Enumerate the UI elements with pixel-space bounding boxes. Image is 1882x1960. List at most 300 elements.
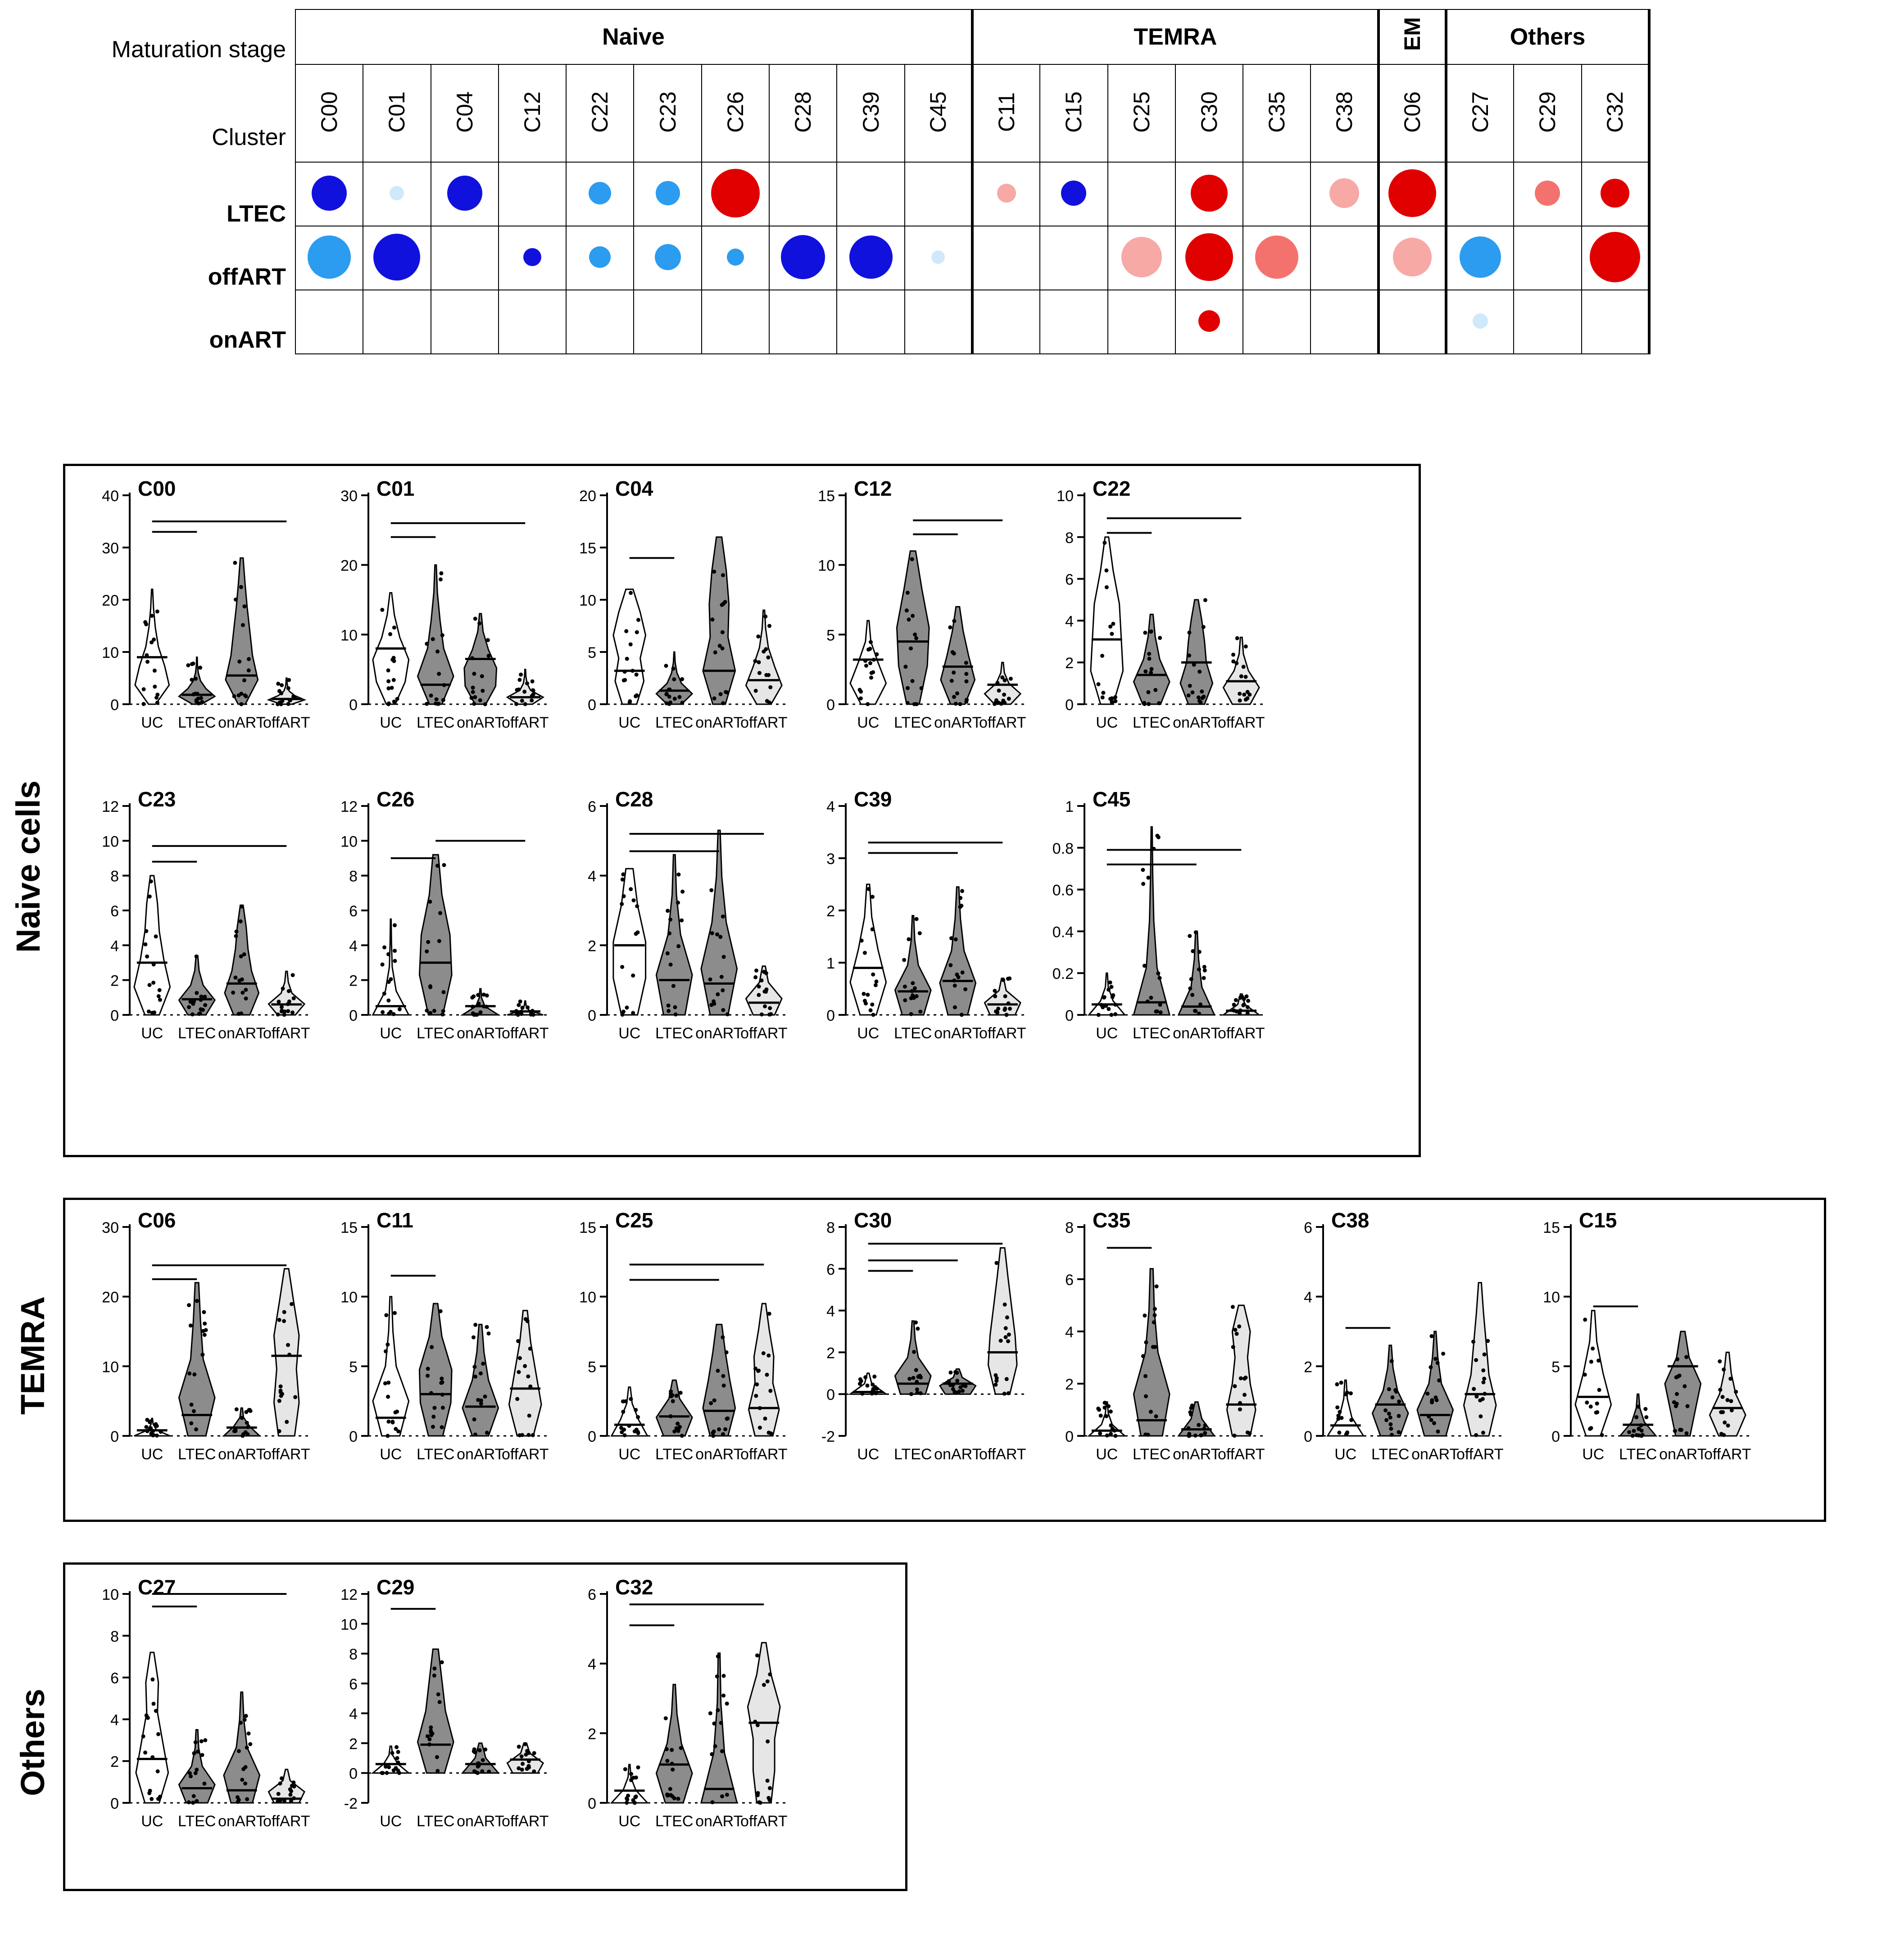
data-point — [200, 1353, 204, 1357]
chart-title-c39: C39 — [854, 788, 892, 811]
svg-text:4: 4 — [1065, 613, 1074, 630]
svg-text:0: 0 — [826, 1007, 835, 1024]
x-tick-onart: onART — [934, 1025, 982, 1042]
violin-body-uc — [850, 620, 886, 704]
data-point — [762, 1683, 766, 1687]
data-point — [961, 970, 965, 974]
data-point — [679, 1746, 683, 1750]
svg-text:12: 12 — [340, 1586, 358, 1603]
data-point — [438, 911, 442, 915]
data-point — [1186, 1426, 1190, 1430]
data-point — [1004, 1326, 1008, 1330]
data-point — [1433, 1357, 1438, 1361]
data-point — [950, 679, 954, 683]
data-point — [1734, 1390, 1738, 1394]
data-point — [720, 1749, 724, 1753]
data-point — [1191, 949, 1195, 953]
data-point — [1244, 675, 1248, 679]
data-point — [712, 1430, 716, 1434]
data-point — [907, 1377, 912, 1381]
bubble-ltec-c15 — [1061, 181, 1086, 206]
svg-text:30: 30 — [102, 540, 119, 557]
data-point — [158, 988, 162, 992]
svg-text:4: 4 — [1304, 1289, 1312, 1306]
data-point — [156, 1797, 160, 1801]
data-point — [280, 1009, 284, 1014]
bubble-cell-onart-c00 — [295, 290, 363, 354]
data-point — [429, 693, 433, 697]
data-point — [280, 683, 284, 687]
bubble-cell-ltec-c27 — [1446, 162, 1514, 226]
data-point — [664, 1716, 668, 1720]
x-tick-offart: offART — [979, 1446, 1026, 1463]
svg-text:0: 0 — [1551, 1428, 1560, 1445]
data-point — [678, 1425, 682, 1429]
data-point — [767, 1430, 771, 1435]
data-point — [951, 1383, 955, 1387]
cluster-header-c45: C45 — [905, 64, 972, 162]
x-tick-offart: offART — [740, 1446, 788, 1463]
data-point — [1104, 1004, 1108, 1008]
data-point — [624, 629, 628, 633]
data-point — [203, 1333, 207, 1337]
data-point — [194, 1427, 198, 1431]
violin-body-offart — [988, 1248, 1017, 1394]
data-point — [1397, 1430, 1401, 1434]
data-point — [951, 650, 955, 654]
bubble-ltec-c29 — [1535, 181, 1560, 206]
bubble-cell-ltec-c35 — [1243, 162, 1311, 226]
row-label-ltec: LTEC — [227, 201, 286, 227]
data-point — [441, 990, 445, 994]
data-point — [725, 1793, 729, 1797]
data-point — [1146, 1000, 1150, 1004]
svg-text:10: 10 — [102, 644, 119, 661]
data-point — [960, 1013, 964, 1017]
data-point — [1098, 1431, 1102, 1435]
violin-chart-c27 — [77, 1567, 320, 1846]
svg-text:0: 0 — [588, 1795, 596, 1812]
data-point — [864, 1001, 868, 1005]
data-point — [146, 1716, 150, 1720]
data-point — [426, 1734, 430, 1738]
data-point — [762, 990, 766, 994]
x-tick-onart: onART — [457, 714, 504, 731]
data-point — [1481, 1430, 1485, 1435]
data-point — [291, 1780, 295, 1784]
data-point — [393, 959, 397, 963]
data-point — [914, 636, 918, 640]
data-point — [620, 965, 624, 969]
bubble-cell-onart-c30 — [1175, 290, 1243, 354]
data-point — [768, 1672, 772, 1676]
x-tick-ltec: LTEC — [655, 1025, 694, 1042]
x-tick-ltec: LTEC — [178, 1813, 216, 1830]
svg-text:6: 6 — [588, 798, 596, 815]
data-point — [680, 919, 684, 923]
data-point — [1004, 1335, 1008, 1339]
data-point — [635, 904, 639, 908]
data-point — [1197, 696, 1201, 700]
data-point — [1108, 697, 1112, 701]
cluster-header-c29: C29 — [1514, 64, 1581, 162]
svg-text:10: 10 — [340, 833, 358, 851]
data-point — [1429, 1418, 1433, 1422]
data-point — [1234, 998, 1238, 1002]
data-point — [963, 987, 967, 991]
data-point — [1187, 653, 1191, 657]
bubble-cell-offart-c29 — [1514, 226, 1581, 290]
data-point — [1202, 976, 1206, 980]
data-point — [515, 1397, 519, 1401]
data-point — [432, 1674, 436, 1678]
bubble-cell-ltec-c06 — [1379, 162, 1446, 226]
data-point — [435, 697, 439, 702]
data-point — [145, 1418, 149, 1422]
data-point — [625, 657, 629, 661]
data-point — [290, 1010, 295, 1014]
bubble-cell-offart-c39 — [837, 226, 904, 290]
data-point — [1110, 632, 1114, 636]
data-point — [392, 625, 396, 629]
bubble-cell-offart-c00 — [295, 226, 363, 290]
data-point — [1636, 1405, 1640, 1409]
violin-body-uc — [373, 1746, 409, 1773]
svg-text:5: 5 — [1551, 1358, 1560, 1376]
data-point — [278, 1799, 282, 1803]
data-point — [440, 1013, 444, 1017]
data-point — [1154, 1414, 1158, 1418]
data-point — [1194, 930, 1198, 934]
data-point — [993, 1383, 998, 1387]
violin-body-onart — [703, 537, 735, 704]
data-point — [426, 1367, 430, 1371]
bubble-cell-offart-c25 — [1108, 226, 1175, 290]
data-point — [625, 1005, 629, 1009]
data-point — [150, 1797, 154, 1801]
data-point — [712, 1721, 716, 1725]
data-point — [293, 696, 297, 700]
data-point — [1105, 1434, 1109, 1438]
data-point — [439, 571, 443, 575]
data-point — [1387, 1412, 1391, 1416]
svg-text:15: 15 — [1543, 1219, 1560, 1236]
data-point — [156, 1770, 160, 1774]
data-point — [1153, 1307, 1157, 1311]
data-point — [954, 702, 958, 706]
svg-text:0: 0 — [588, 1428, 596, 1445]
cluster-header-c30: C30 — [1175, 64, 1243, 162]
data-point — [515, 688, 519, 692]
data-point — [393, 923, 397, 927]
data-point — [1102, 541, 1107, 545]
data-point — [385, 1771, 389, 1775]
data-point — [1109, 1432, 1113, 1436]
data-point — [1474, 1433, 1478, 1437]
data-point — [709, 888, 713, 892]
data-point — [1247, 1431, 1252, 1435]
data-point — [152, 1702, 156, 1706]
data-point — [1003, 1303, 1007, 1307]
chart-title-c38: C38 — [1331, 1209, 1370, 1232]
data-point — [186, 663, 190, 667]
data-point — [145, 1429, 150, 1433]
data-point — [1486, 1339, 1490, 1343]
data-point — [483, 1747, 487, 1752]
data-point — [629, 643, 633, 647]
data-point — [1153, 1313, 1157, 1317]
svg-text:6: 6 — [110, 1670, 119, 1687]
x-tick-uc: UC — [141, 1025, 163, 1042]
data-point — [760, 978, 764, 982]
data-point — [1238, 1408, 1242, 1412]
data-point — [245, 1797, 249, 1801]
data-point — [628, 701, 632, 705]
data-point — [440, 1425, 444, 1429]
data-point — [721, 1374, 725, 1378]
data-point — [957, 1390, 961, 1394]
svg-text:12: 12 — [102, 798, 119, 815]
data-point — [278, 1782, 282, 1786]
svg-text:0.2: 0.2 — [1052, 965, 1074, 983]
violin-body-onart — [1417, 1331, 1453, 1436]
chart-title-c06: C06 — [138, 1209, 176, 1232]
bubble-cell-onart-c06 — [1379, 290, 1446, 354]
bubble-cell-onart-c39 — [837, 290, 904, 354]
data-point — [1725, 1398, 1729, 1402]
data-point — [1144, 1394, 1148, 1399]
data-point — [532, 1751, 536, 1755]
data-point — [863, 659, 867, 663]
data-point — [203, 995, 207, 999]
bubble-cell-offart-c06 — [1379, 226, 1446, 290]
violin-body-offart — [507, 1001, 543, 1015]
svg-text:15: 15 — [579, 1219, 596, 1236]
data-point — [525, 681, 529, 685]
bubble-onart-c30 — [1198, 310, 1220, 332]
svg-text:4: 4 — [349, 937, 358, 955]
data-point — [627, 1424, 631, 1428]
data-point — [671, 667, 676, 671]
data-point — [911, 679, 915, 683]
data-point — [153, 685, 157, 689]
data-point — [199, 1007, 203, 1011]
cluster-header-c22: C22 — [566, 64, 634, 162]
data-point — [1007, 1333, 1011, 1337]
data-point — [870, 671, 874, 675]
data-point — [716, 992, 720, 996]
bubble-cell-offart-c11 — [972, 226, 1040, 290]
data-point — [871, 1013, 875, 1017]
bubble-cell-ltec-c30 — [1175, 162, 1243, 226]
data-point — [1722, 1433, 1726, 1437]
data-point — [431, 1732, 435, 1736]
violin-body-onart — [940, 887, 976, 1015]
data-point — [386, 679, 390, 684]
x-tick-ltec: LTEC — [1371, 1446, 1410, 1463]
data-point — [386, 702, 390, 706]
violin-body-ltec — [179, 1283, 215, 1436]
data-point — [287, 989, 291, 993]
data-point — [280, 1005, 284, 1009]
chart-title-c12: C12 — [854, 477, 892, 500]
x-tick-onart: onART — [218, 1446, 266, 1463]
x-tick-uc: UC — [857, 1446, 880, 1463]
bubble-offart-c23 — [655, 244, 681, 270]
data-point — [670, 1748, 674, 1752]
data-point — [1718, 1388, 1722, 1392]
bubble-cell-offart-c26 — [702, 226, 769, 290]
data-point — [194, 1740, 198, 1744]
data-point — [1246, 690, 1250, 694]
data-point — [481, 1758, 485, 1762]
data-point — [476, 1002, 481, 1006]
data-point — [430, 1345, 434, 1349]
data-point — [439, 577, 443, 581]
svg-text:30: 30 — [340, 488, 358, 505]
data-point — [431, 1415, 435, 1419]
data-point — [619, 1426, 623, 1430]
data-point — [757, 984, 761, 988]
svg-text:0: 0 — [588, 1007, 596, 1024]
data-point — [441, 1009, 445, 1013]
svg-text:0.6: 0.6 — [1052, 882, 1074, 899]
data-point — [242, 604, 246, 608]
data-point — [672, 677, 676, 681]
svg-text:20: 20 — [579, 488, 596, 505]
data-point — [1107, 1404, 1111, 1408]
data-point — [293, 1395, 297, 1399]
data-point — [425, 950, 429, 954]
data-point — [393, 1311, 397, 1315]
bubble-cell-onart-c35 — [1243, 290, 1311, 354]
bubble-cell-ltec-c12 — [499, 162, 566, 226]
data-point — [721, 1335, 725, 1340]
data-point — [718, 935, 722, 939]
data-point — [1099, 1003, 1103, 1007]
violin-body-uc — [373, 919, 409, 1015]
bubble-cell-onart-c38 — [1311, 290, 1378, 354]
data-point — [1238, 692, 1242, 696]
data-point — [435, 650, 440, 654]
bubble-cell-ltec-c00 — [295, 162, 363, 226]
svg-text:2: 2 — [1304, 1358, 1312, 1376]
svg-text:3: 3 — [826, 851, 835, 868]
x-tick-offart: offART — [979, 714, 1026, 731]
data-point — [763, 1005, 767, 1009]
bubble-cell-offart-c22 — [566, 226, 634, 290]
svg-text:15: 15 — [579, 540, 596, 557]
data-point — [1674, 1404, 1678, 1408]
data-point — [1644, 1415, 1648, 1419]
data-point — [1436, 1361, 1440, 1365]
bubble-ltec-c26 — [711, 169, 760, 217]
data-point — [1197, 967, 1201, 971]
x-tick-offart: offART — [501, 1813, 549, 1830]
data-point — [709, 1003, 713, 1007]
data-point — [864, 664, 868, 668]
stage-header-others: Others — [1446, 9, 1649, 64]
data-point — [240, 1778, 244, 1782]
x-tick-offart: offART — [740, 1025, 788, 1042]
data-point — [477, 621, 481, 625]
data-point — [144, 929, 148, 933]
data-point — [1108, 625, 1112, 629]
data-point — [1003, 994, 1007, 998]
data-point — [517, 1370, 521, 1374]
data-point — [292, 1796, 296, 1800]
data-point — [243, 693, 247, 697]
data-point — [245, 1746, 249, 1750]
svg-text:8: 8 — [826, 1219, 835, 1236]
data-point — [473, 1750, 477, 1754]
data-point — [199, 998, 203, 1002]
data-point — [1435, 1398, 1439, 1402]
violin-chart-c11 — [315, 1200, 558, 1479]
x-tick-onart: onART — [218, 1025, 266, 1042]
data-point — [948, 1371, 952, 1375]
data-point — [240, 978, 244, 982]
group-label-naive-cells: Naive cells — [9, 780, 47, 953]
data-point — [153, 669, 157, 673]
data-point — [668, 1787, 672, 1791]
x-tick-uc: UC — [618, 1446, 641, 1463]
data-point — [906, 701, 910, 705]
data-point — [1157, 701, 1161, 705]
data-point — [869, 640, 873, 644]
x-tick-ltec: LTEC — [178, 1025, 216, 1042]
data-point — [635, 693, 639, 697]
svg-text:6: 6 — [826, 1261, 835, 1278]
data-point — [235, 930, 239, 934]
data-point — [1002, 1008, 1007, 1012]
data-point — [477, 1764, 481, 1768]
violin-body-onart — [703, 1325, 735, 1436]
bubble-cell-onart-c23 — [634, 290, 701, 354]
data-point — [526, 1433, 531, 1437]
data-point — [1156, 835, 1161, 839]
data-point — [716, 1654, 720, 1658]
data-point — [631, 973, 635, 978]
data-point — [1007, 1391, 1011, 1395]
data-point — [390, 658, 395, 662]
data-point — [1483, 1392, 1487, 1396]
data-point — [1231, 1305, 1235, 1309]
data-point — [862, 992, 866, 996]
x-tick-uc: UC — [380, 1813, 402, 1830]
data-point — [757, 1369, 761, 1373]
data-point — [1383, 1408, 1388, 1412]
data-point — [1238, 996, 1243, 1000]
data-point — [195, 955, 199, 959]
data-point — [1390, 1395, 1394, 1399]
data-point — [187, 1005, 191, 1009]
violin-body-uc — [1328, 1380, 1364, 1436]
data-point — [518, 1356, 522, 1360]
data-point — [754, 969, 758, 973]
cluster-header-c39: C39 — [837, 64, 904, 162]
violin-body-uc — [135, 589, 169, 704]
bubble-offart-c45 — [931, 250, 945, 264]
bubble-cell-onart-c04 — [431, 290, 499, 354]
violin-body-onart — [1179, 931, 1215, 1015]
data-point — [915, 1380, 919, 1384]
data-point — [958, 896, 962, 900]
data-point — [470, 696, 474, 700]
data-point — [1141, 882, 1145, 886]
violin-body-uc — [136, 1652, 168, 1803]
data-point — [150, 1677, 154, 1681]
